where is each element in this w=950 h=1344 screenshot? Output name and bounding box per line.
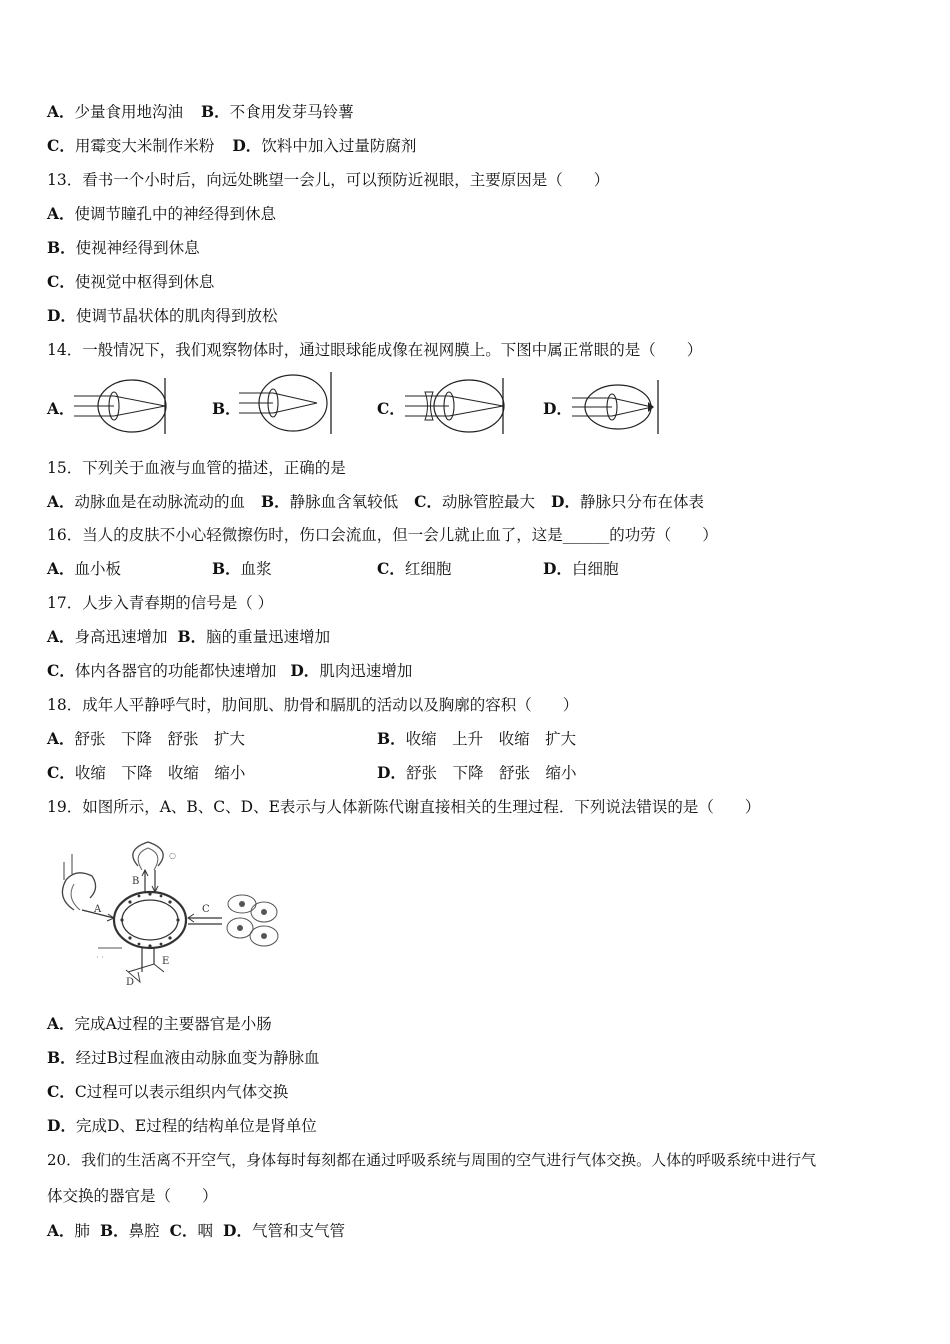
option-text: 不食用发芽马铃薯 <box>229 103 354 121</box>
q16-option-c <box>377 559 451 579</box>
option-letter: A． <box>47 1221 75 1240</box>
question-15-stem: 15．下列关于血液与血管的描述，正确的是 <box>47 459 346 477</box>
eye-diagram-icon <box>237 370 337 436</box>
option-text: 静脉只分布在体表 <box>579 493 704 511</box>
option-letter: B． <box>261 492 290 511</box>
option-text: 使调节晶状体的肌肉得到放松 <box>75 307 278 325</box>
option-letter: B． <box>177 627 207 646</box>
option-letter: A． <box>47 204 75 223</box>
q18-option-a <box>47 729 245 749</box>
eye-diagram-icon <box>72 374 172 438</box>
q13-option-b <box>47 238 200 258</box>
q14-option-a-letter: A． <box>47 399 75 418</box>
option-letter: B． <box>212 559 241 578</box>
metabolism-diagram-svg <box>52 832 302 997</box>
option-letter: D． <box>377 763 406 782</box>
label-a: A <box>94 904 102 915</box>
q13-option-d <box>47 306 277 326</box>
option-letter: C． <box>414 492 443 511</box>
question-18-stem: 18．成年人平静呼气时，肋间肌、肋骨和膈肌的活动以及胸廓的容积（ ） <box>47 696 579 714</box>
option-letter: D． <box>290 661 320 680</box>
option-letter: B． <box>47 238 76 257</box>
metabolism-diagram <box>52 832 302 997</box>
q18-option-b <box>377 729 576 749</box>
q20-options <box>47 1221 345 1241</box>
q16-option-a <box>47 559 121 579</box>
option-letter: C． <box>377 559 405 578</box>
option-letter: C． <box>47 661 75 680</box>
option-letter: B． <box>201 102 230 121</box>
option-text: 气管和支气管 <box>251 1222 345 1240</box>
question-20-stem-line-1: 20．我们的生活离不开空气，身体每时每刻都在通过呼吸系统与周围的空气进行气体交换。人体的呼吸系统中进行气 <box>47 1151 817 1169</box>
q16-option-b <box>212 559 272 579</box>
q19-option-a <box>47 1014 272 1034</box>
option-text: 经过B过程血液由动脉血变为静脉血 <box>75 1049 320 1067</box>
option-letter: B． <box>100 1221 129 1240</box>
option-letter: A． <box>47 1014 75 1033</box>
option-letter: A． <box>47 492 75 511</box>
label-e: E <box>162 956 170 967</box>
option-text: 肌肉迅速增加 <box>319 662 413 680</box>
option-letter: D． <box>47 306 76 325</box>
option-letter: D． <box>223 1221 252 1240</box>
question-13-stem: 13．看书一个小时后，向远处眺望一会儿，可以预防近视眼，主要原因是（ ） <box>47 171 610 189</box>
option-letter: A． <box>47 627 75 646</box>
option-text: 收缩 下降 收缩 缩小 <box>74 764 246 782</box>
q17-options-line-2 <box>47 661 412 681</box>
option-text: 收缩 上升 收缩 扩大 <box>405 730 577 748</box>
q18-option-c <box>47 763 245 783</box>
label-d: D <box>126 977 135 988</box>
q17-options-line-1 <box>47 627 330 647</box>
q12-options-line-2 <box>47 136 416 156</box>
option-letter: D． <box>47 1116 76 1135</box>
option-letter: C． <box>47 763 75 782</box>
q19-option-c <box>47 1082 288 1102</box>
option-text: 用霉变大米制作米粉 <box>74 137 215 155</box>
option-text: 使视神经得到休息 <box>75 239 200 257</box>
option-text: 血小板 <box>74 560 122 578</box>
q13-option-c <box>47 272 214 292</box>
option-letter: B． <box>377 729 406 748</box>
option-text: 动脉血是在动脉流动的血 <box>74 493 246 511</box>
svg-text:○: ○ <box>169 851 176 860</box>
option-text: 脑的重量迅速增加 <box>206 628 331 646</box>
question-14-stem: 14．一般情况下，我们观察物体时，通过眼球能成像在视网膜上。下图中属正常眼的是（ ） <box>47 341 703 359</box>
option-text: 静脉血含氧较低 <box>289 493 399 511</box>
option-text: 少量食用地沟油 <box>74 103 184 121</box>
option-letter: C． <box>47 272 75 291</box>
option-text: 使视觉中枢得到休息 <box>74 273 215 291</box>
option-text: 白细胞 <box>571 560 619 578</box>
q13-option-a <box>47 204 276 224</box>
option-text: 肺 <box>74 1222 91 1240</box>
q14-option-d-letter: D． <box>543 399 572 418</box>
question-17-stem: 17．人步入青春期的信号是（ ） <box>47 594 274 612</box>
option-text: 鼻腔 <box>128 1222 160 1240</box>
option-text: 舒张 下降 舒张 扩大 <box>74 730 246 748</box>
q12-options-line-1 <box>47 102 354 122</box>
option-text: 血浆 <box>240 560 272 578</box>
q19-option-d <box>47 1116 317 1136</box>
option-letter: D． <box>543 559 572 578</box>
option-text: 完成D、E过程的结构单位是肾单位 <box>75 1117 317 1135</box>
eye-diagram-icon <box>403 374 509 438</box>
option-text: 身高迅速增加 <box>74 628 168 646</box>
option-letter: C． <box>47 136 75 155</box>
q16-option-d <box>543 559 618 579</box>
q14-option-c-letter: C． <box>377 399 405 418</box>
option-letter: B． <box>47 1048 76 1067</box>
option-letter: A． <box>47 559 75 578</box>
label-c: C <box>202 904 210 915</box>
option-text: 舒张 下降 舒张 缩小 <box>405 764 577 782</box>
q15-options <box>47 492 704 512</box>
question-19-stem: 19．如图所示，A、B、C、D、E表示与人体新陈代谢直接相关的生理过程．下列说法错误的是（ ） <box>47 798 761 816</box>
option-letter: D． <box>232 136 262 155</box>
option-letter: C． <box>169 1221 198 1240</box>
option-text: 咽 <box>197 1222 214 1240</box>
question-16-stem: 16．当人的皮肤不小心轻微擦伤时，伤口会流血，但一会儿就止血了，这是______的功劳（ ） <box>47 526 718 544</box>
q14-option-b-letter: B． <box>212 399 241 418</box>
label-b: B <box>132 876 140 887</box>
question-20-stem-line-2: 体交换的器官是（ ） <box>47 1187 218 1205</box>
option-text: C过程可以表示组织内气体交换 <box>74 1083 289 1101</box>
option-text: 使调节瞳孔中的神经得到休息 <box>74 205 277 223</box>
option-letter: D． <box>551 492 580 511</box>
q19-option-b <box>47 1048 320 1068</box>
option-text: 红细胞 <box>404 560 452 578</box>
option-letter: C． <box>47 1082 75 1101</box>
eye-diagram-icon <box>568 376 664 438</box>
option-text: 完成A过程的主要器官是小肠 <box>74 1015 272 1033</box>
option-letter: A． <box>47 102 75 121</box>
q18-option-d <box>377 763 576 783</box>
option-text: 体内各器官的功能都快速增加 <box>74 662 277 680</box>
option-text: 饮料中加入过量防腐剂 <box>261 137 417 155</box>
option-text: 动脉管腔最大 <box>442 493 536 511</box>
svg-text:· ·: · · <box>96 953 104 962</box>
option-letter: A． <box>47 729 75 748</box>
